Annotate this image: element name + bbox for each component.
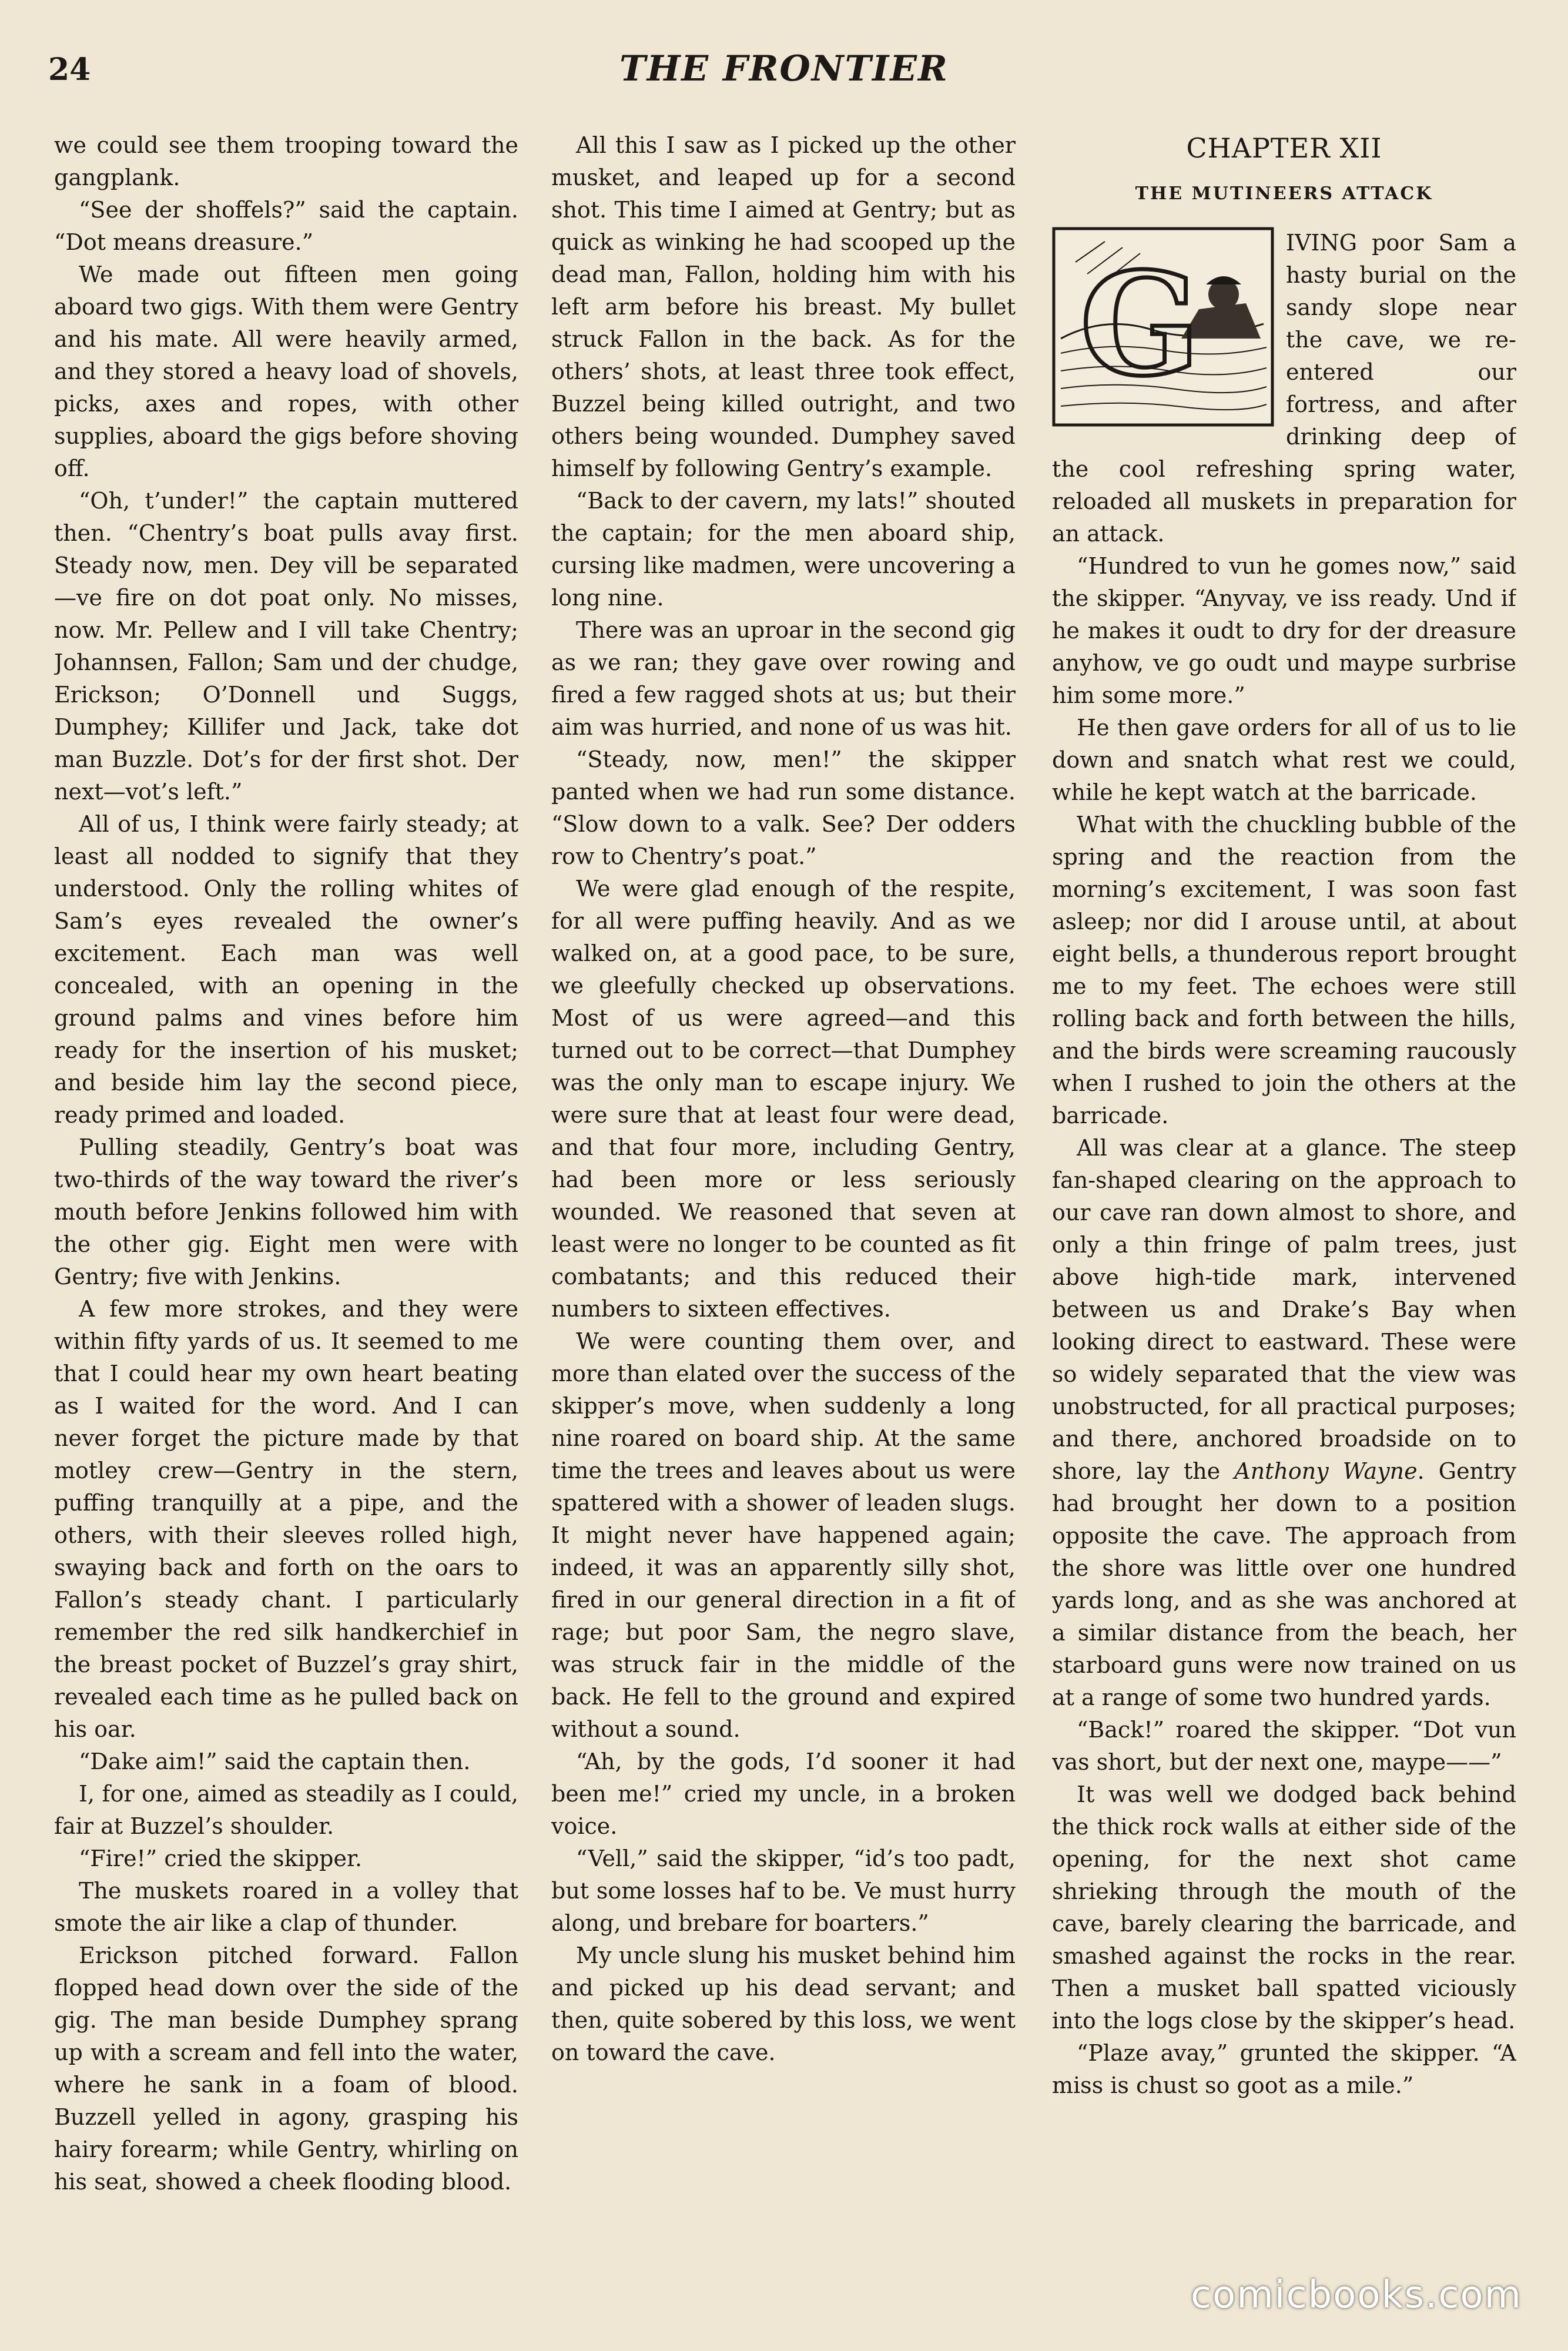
paragraph: “See der shoffels?” said the captain. “Dot means dreasure.”	[54, 197, 518, 255]
chapter-subtitle: THE MUTINEERS ATTACK	[1135, 183, 1433, 204]
watermark: comicbooks.com	[1190, 2273, 1522, 2317]
paragraph: Erickson pitched forward. Fallon flopped head down over the side of the gig. The man beside Dumphey sprang up with a scream and fell into the water, where he sank in a foam of blood. Buzzell yelled in agony, grasping his hairy forearm; while Gentry, whirling on his seat, showed a cheek flooding blood.	[54, 1943, 518, 2195]
paragraph: I, for one, aimed as steadily as I could, fair at Buzzel’s shoulder.	[54, 1781, 518, 1839]
drop-cap-letter: G	[1080, 242, 1201, 407]
paragraph: A few more strokes, and they were within fifty yards of us. It seemed to me that I could hear my own heart beating as I waited for the word. And I can never forget the picture made by that motley crew—Gentry in the stern, puffing tranquilly at a pipe, and the others, with their sleeves rolled high, swaying back and forth on the oars to Fallon’s steady chant. I particularly remember the red silk handkerchief in the breast pocket of Buzzel’s gray shirt, revealed each time as he pulled back on his oar.	[54, 1296, 518, 1742]
paragraph: There was an uproar in the second gig as we ran; they gave over rowing and fired a few ragged shots at us; but their aim was hurried, and none of us was hit.	[551, 617, 1016, 740]
paragraph: we could see them trooping toward the gangplank.	[54, 132, 518, 190]
paragraph: We made out fifteen men going aboard two gigs. With them were Gentry and his mate. All were heavily armed, and they stored a heavy load of shovels, picks, axes and ropes, with other supplies, aboard the gigs before shoving off.	[54, 262, 518, 481]
text-column-1	[54, 129, 518, 2269]
paragraph: “Back!” roared the skipper. “Dot vun vas short, but der next one, maype——”	[1052, 1717, 1516, 1775]
paragraph: What with the chuckling bubble of the spring and the reaction from the morning’s excitement, I was soon fast asleep; nor did I arouse until, at about eight bells, a thunderous report brought me to my feet. The echoes were still rolling back and forth between the hills, and the birds were screaming raucously when I rushed to join the others at the barricade.	[1052, 812, 1516, 1128]
paragraph-text: All was clear at a glance. The steep fan-shaped clearing on the approach to our cave ran down almost to shore, and only a thin fringe of palm trees, just above high-tide mark, intervened between us and Drake’s Bay when looking direct to eastward. These were so widely separated that the view was unobstructed, for all practical purposes; and there, anchored broadside on to shore, lay the	[1052, 1135, 1516, 1484]
paragraph: All of us, I think were fairly steady; at least all nodded to signify that they understood. Only the rolling whites of Sam’s eyes revealed the owner’s excitement. Each man was well concealed, with an opening in the ground palms and vines before him ready for the insertion of his musket; and beside him lay the second piece, ready primed and loaded.	[54, 811, 518, 1128]
paragraph: “Vell,” said the skipper, “id’s too padt, but some losses haf to be. Ve must hurry along, und brebare for boarters.”	[551, 1846, 1016, 1936]
paragraph: IVING poor Sam a hasty burial on the sandy slope near the cave, we re-entered our fortress, and after drinking deep of the cool refreshing spring water, reloaded all muskets in preparation for an attack.	[1052, 230, 1516, 547]
chapter-heading: CHAPTER XII	[1186, 132, 1382, 164]
paragraph: “Hundred to vun he gomes now,” said the skipper. “Anyvay, ve iss ready. Und if he makes it oudt to dry for der dreasure anyhow, ve go oudt und maype surbrise him some more.”	[1052, 553, 1516, 708]
paragraph: He then gave orders for all of us to lie down and snatch what rest we could, while he kept watch at the barricade.	[1052, 715, 1516, 805]
ship-name: Anthony Wayne	[1234, 1458, 1418, 1484]
paragraph: “Steady, now, men!” the skipper panted when we had run some distance. “Slow down to a valk. See? Der odders row to Chentry’s poat.”	[551, 746, 1016, 869]
text-column-3	[1052, 129, 1516, 2269]
paragraph: “Dake aim!” said the captain then.	[79, 1749, 471, 1774]
paragraph: It was well we dodged back behind the thick rock walls at either side of the opening, for the next shot came shrieking through the mouth of the cave, barely clearing the barricade, and smashed against the rocks in the rear. Then a musket ball spatted viciously into the logs close by the skipper’s head.	[1052, 1781, 1516, 2034]
paragraph: Pulling steadily, Gentry’s boat was two-thirds of the way toward the river’s mouth before Jenkins followed him with the other gig. Eight men were with Gentry; five with Jenkins.	[54, 1134, 518, 1290]
ship-scene-drop-cap-icon	[1052, 227, 1274, 427]
running-head-title: THE FRONTIER	[619, 48, 949, 89]
text-column-2	[551, 129, 1016, 2269]
paragraph-text: . Gentry had brought her down to a position opposite the cave. The approach from the shore was little over one hundred yards long, and as she was anchored at a similar distance from the beach, her starboard guns were now trained on us at a range of some two hundred yards.	[1052, 1458, 1516, 1710]
page-number: 24	[48, 52, 91, 88]
paragraph	[1052, 1132, 1516, 1714]
paragraph: “Oh, t’under!” the captain muttered then. “Chentry’s boat pulls avay first. Steady now, men. Dey vill be separated—ve fire on dot poat only. No misses, now. Mr. Pellew and I vill take Chentry; Johannsen, Fallon; Sam und der chudge, Erickson; O’Donnell und Suggs, Dumphey; Killifer und Jack, take dot man Buzzle. Dot’s for der first shot. Der next—vot’s left.”	[54, 488, 518, 805]
paragraph: My uncle slung his musket behind him and picked up his dead servant; and then, quite sobered by this loss, we went on toward the cave.	[551, 1943, 1016, 2065]
paragraph: We were glad enough of the respite, for all were puffing heavily. And as we walked on, at a good pace, to be sure, we gleefully checked up observations. Most of us were agreed—and this turned out to be correct—that Dumphey was the only man to escape injury. We were sure that at least four were dead, and that four more, including Gentry, had been more or less seriously wounded. We reasoned that seven at least were no longer to be counted as fit combatants; and this reduced their numbers to sixteen effectives.	[551, 876, 1016, 1322]
paragraph: “Fire!” cried the skipper.	[79, 1846, 363, 1871]
paragraph: “Back to der cavern, my lats!” shouted the captain; for the men aboard ship, cursing like madmen, were uncovering a long nine.	[551, 488, 1016, 611]
paragraph: The muskets roared in a volley that smote the air like a clap of thunder.	[54, 1878, 518, 1936]
paragraph: We were counting them over, and more than elated over the success of the skipper’s move, when suddenly a long nine roared on board ship. At the same time the trees and leaves about us were spattered with a shower of leaden slugs. It might never have happened again; indeed, it was an apparently silly shot, fired in our general direction in a fit of rage; but poor Sam, the negro slave, was struck fair in the middle of the back. He fell to the ground and expired without a sound.	[551, 1328, 1016, 1742]
paragraph: All this I saw as I picked up the other musket, and leaped up for a second shot. This time I aimed at Gentry; but as quick as winking he had scooped up the dead man, Fallon, holding him with his left arm before his breast. My bullet struck Fallon in the back. As for the others’ shots, at least three took effect, Buzzel being killed outright, and two others being wounded. Dumphey saved himself by following Gentry’s example.	[551, 132, 1016, 481]
paragraph: “Ah, by the gods, I’d sooner it had been me!” cried my uncle, in a broken voice.	[551, 1749, 1016, 1839]
paragraph: “Plaze avay,” grunted the skipper. “A miss is chust so goot as a mile.”	[1052, 2040, 1516, 2098]
